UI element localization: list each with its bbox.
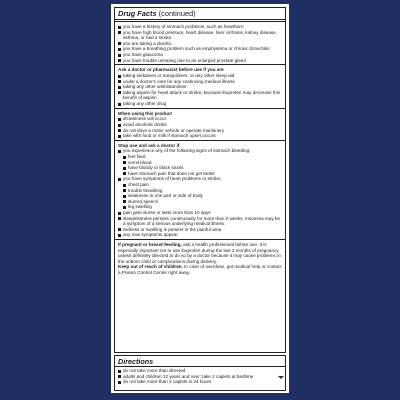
list-item: taking aspirin for heart attack or stroke, because ibuprofen may decrease this benefit of aspirin <box>118 90 282 101</box>
list-item: any new symptoms appear <box>118 232 282 238</box>
ask-doctor-heading: Ask a doctor or pharmacist before use if you are <box>118 67 224 73</box>
list-item: you have trouble urinating due to an enlarged prostate gland <box>118 58 282 64</box>
list-item: taking sedatives or tranquilizers, or any other sleep-aid <box>118 73 282 79</box>
drug-facts-title-suffix: (continued) <box>158 9 196 18</box>
keep-out-text: In case of overdose, get medical help or contact a Poison Control Center right away. <box>118 264 282 275</box>
list-item: you have high blood pressure, heart disease, liver cirrhosis, kidney disease, asthma, or had a stroke <box>118 30 282 41</box>
list-item: you have glaucoma <box>118 52 282 58</box>
pregnant-text: ask a health professional before use. It is especially important not to use ibuprofen during the last 3 months of pregnancy unless definitely directed to do so by a doctor because it may cause problems in the unborn child or complications during delivery. <box>118 241 281 264</box>
list-item: take with food or milk if stomach upset occurs <box>118 133 282 139</box>
drug-facts-box <box>114 7 286 353</box>
list-item: drowsiness will occur <box>118 116 282 122</box>
directions-title: Directions <box>115 357 285 367</box>
drug-facts-title-text: Drug Facts <box>118 9 157 18</box>
list-item: under a doctor's care for any continuing medical illness <box>118 79 282 85</box>
when-using-section <box>115 108 285 140</box>
list-item: avoid alcoholic drinks <box>118 122 282 128</box>
directions-box <box>114 355 286 391</box>
list-item: adults and children 12 years and over: take 2 caplets at bedtime <box>118 374 282 380</box>
list-item: redness or swelling is present in the painful area <box>118 227 282 233</box>
list-item: you are taking a diuretic <box>118 41 282 47</box>
list-item: slurred speech <box>118 199 282 205</box>
list-item: taking any other drug <box>118 101 282 107</box>
list-item: you have a breathing problem such as emphysema or chronic bronchitis <box>118 46 282 52</box>
stop-use-section <box>115 140 285 239</box>
pregnant-section <box>115 239 285 277</box>
list-item: taking any other antihistamines <box>118 84 282 90</box>
drug-facts-title <box>115 9 285 20</box>
when-using-heading: When using this product <box>118 110 172 116</box>
list-item: pain gets worse or lasts more than 10 days <box>118 210 282 216</box>
intro-warnings <box>115 21 285 64</box>
list-item: sleeplessness persists continuously for more than 2 weeks. Insomnia may be a symptom of a serious underlying medical illness. <box>118 216 282 227</box>
stop-use-heading: Stop use and ask a doctor if <box>118 142 180 148</box>
list-item: have bloody or black stools <box>118 165 282 171</box>
list-item: chest pain <box>118 182 282 188</box>
ask-doctor-section <box>115 64 285 107</box>
pregnant-lead: If pregnant or breast-feeding, <box>118 241 182 247</box>
list-item: you have a history of stomach problems, such as heartburn <box>118 24 282 30</box>
drug-facts-panel <box>110 3 290 394</box>
scroll-down-icon[interactable] <box>278 376 284 379</box>
list-item: do not take more than 2 caplets in 24 hours <box>118 379 282 385</box>
keep-out-lead: Keep out of reach of children. <box>118 264 183 270</box>
pregnant-paragraph <box>118 242 282 264</box>
bleeding-sign: feel faint <box>128 154 146 160</box>
list-item: you experience any of the following signs of stomach bleeding: <box>118 148 282 154</box>
keep-out-paragraph <box>118 264 282 275</box>
list-item: do not take more than directed <box>118 368 282 374</box>
list-item: leg swelling <box>118 204 282 210</box>
list-item: vomit blood <box>118 160 282 166</box>
list-item: have stomach pain that does not get better <box>118 171 282 177</box>
list-item: do not drive a motor vehicle or operate machinery <box>118 128 282 134</box>
list-item: you have symptoms of heart problems or stroke: <box>118 176 282 182</box>
list-item: trouble breathing <box>118 188 282 194</box>
list-item: weakness in one part or side of body <box>118 193 282 199</box>
